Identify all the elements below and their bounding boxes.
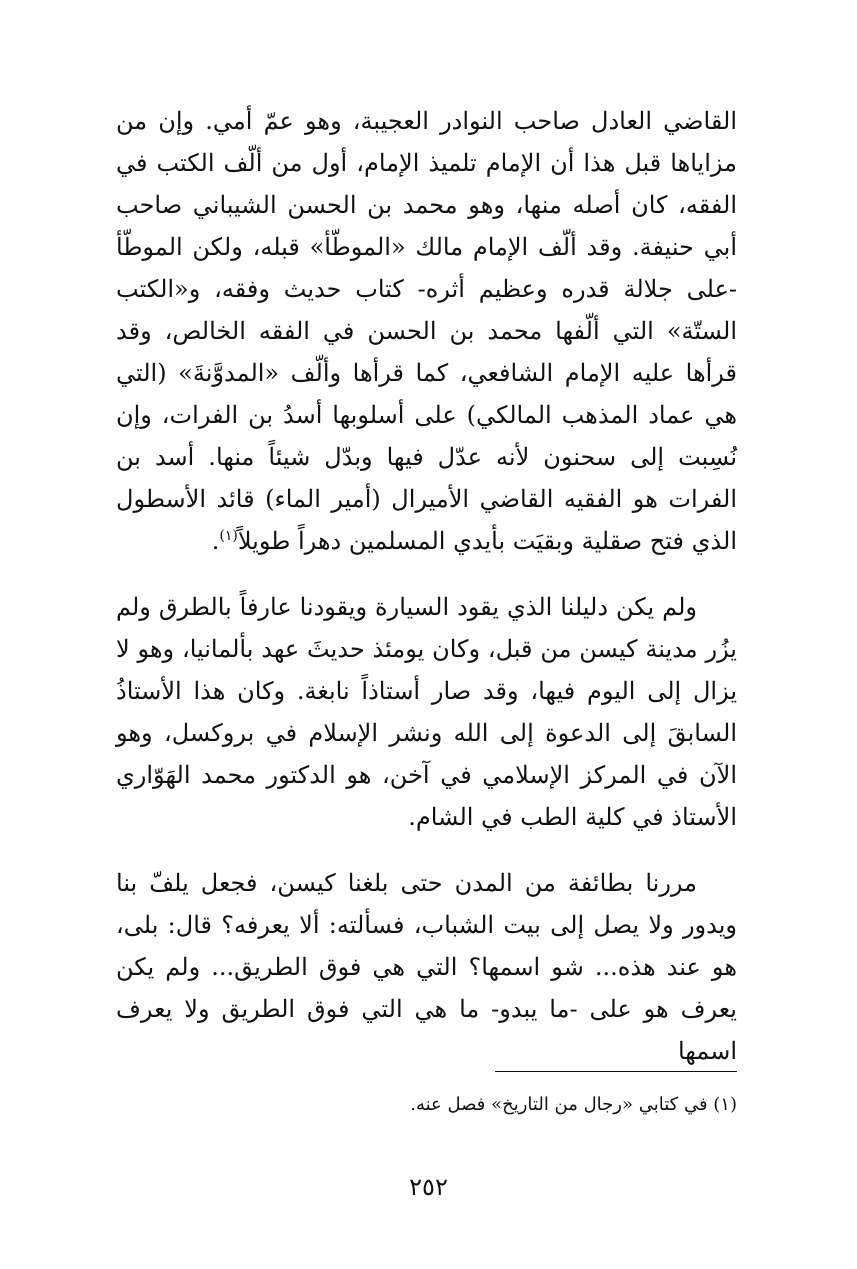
main-text-block [116,100,737,1072]
paragraph-1-end-punctuation: . [211,527,220,555]
footnote-marker: (١) [219,528,238,544]
paragraph-1-text: القاضي العادل صاحب النوادر العجيبة، وهو عمّ أمي. وإن من مزاياها قبل هذا أن الإمام تلميذ الإمام، أول من ألّف الكتب في الفقه، كان أصله منها، وهو محمد بن الحسن الشيباني صاحب أبي حنيفة. وقد ألّف الإمام مالك «الموطّأ» قبله، ولكن الموطّأ -على جلالة قدره وعظيم أثره- كتاب حديث وفقه، و«الكتب الستّة» التي ألّفها محمد بن الحسن في الفقه الخالص، وقد قرأها عليه الإمام الشافعي، كما قرأها وألّف «المدوَّنةَ» (التي هي عماد المذهب المالكي) على أسلوبها أسدُ بن الفرات، وإن نُسِبت إلى سحنون لأنه عدّل فيها وبدّل شيئاً منها. أسد بن الفرات هو الفقيه القاضي الأميرال (أمير الماء) قائد الأسطول الذي فتح صقلية وبقيَت بأيدي المسلمين دهراً طويلاً [116,107,738,555]
paragraph-2: ولم يكن دليلنا الذي يقود السيارة ويقودنا عارفاً بالطرق ولم يزُر مدينة كيسن من قبل، وكان يومئذ حديثَ عهد بألمانيا، وهو لا يزال إلى اليوم فيها، وقد صار أستاذاً نابغة. وكان هذا الأستاذُ السابقَ إلى الدعوة إلى الله ونشر الإسلام في بروكسل، وهو الآن في المركز الإسلامي في آخن، هو الدكتور محمد الهَوّاري الأستاذ في كلية الطب في الشام. [116,593,737,831]
page-number: ٢٥٢ [409,1173,448,1201]
paragraph-3: مررنا بطائفة من المدن حتى بلغنا كيسن، فجعل يلفّ بنا ويدور ولا يصل إلى بيت الشباب، فسألته: ألا يعرفه؟ قال: بلى، هو عند هذه... شو اسمها؟ التي هي فوق الطريق... ولم يكن يعرف هو على -ما يبدو- ما هي التي فوق الطريق ولا يعرف اسمها [116,869,737,1065]
paragraph-1 [116,100,737,562]
footnote: (١) في كتابي «رجال من التاريخ» فصل عنه. [410,1094,737,1115]
footnote-separator-rule [495,1071,737,1072]
